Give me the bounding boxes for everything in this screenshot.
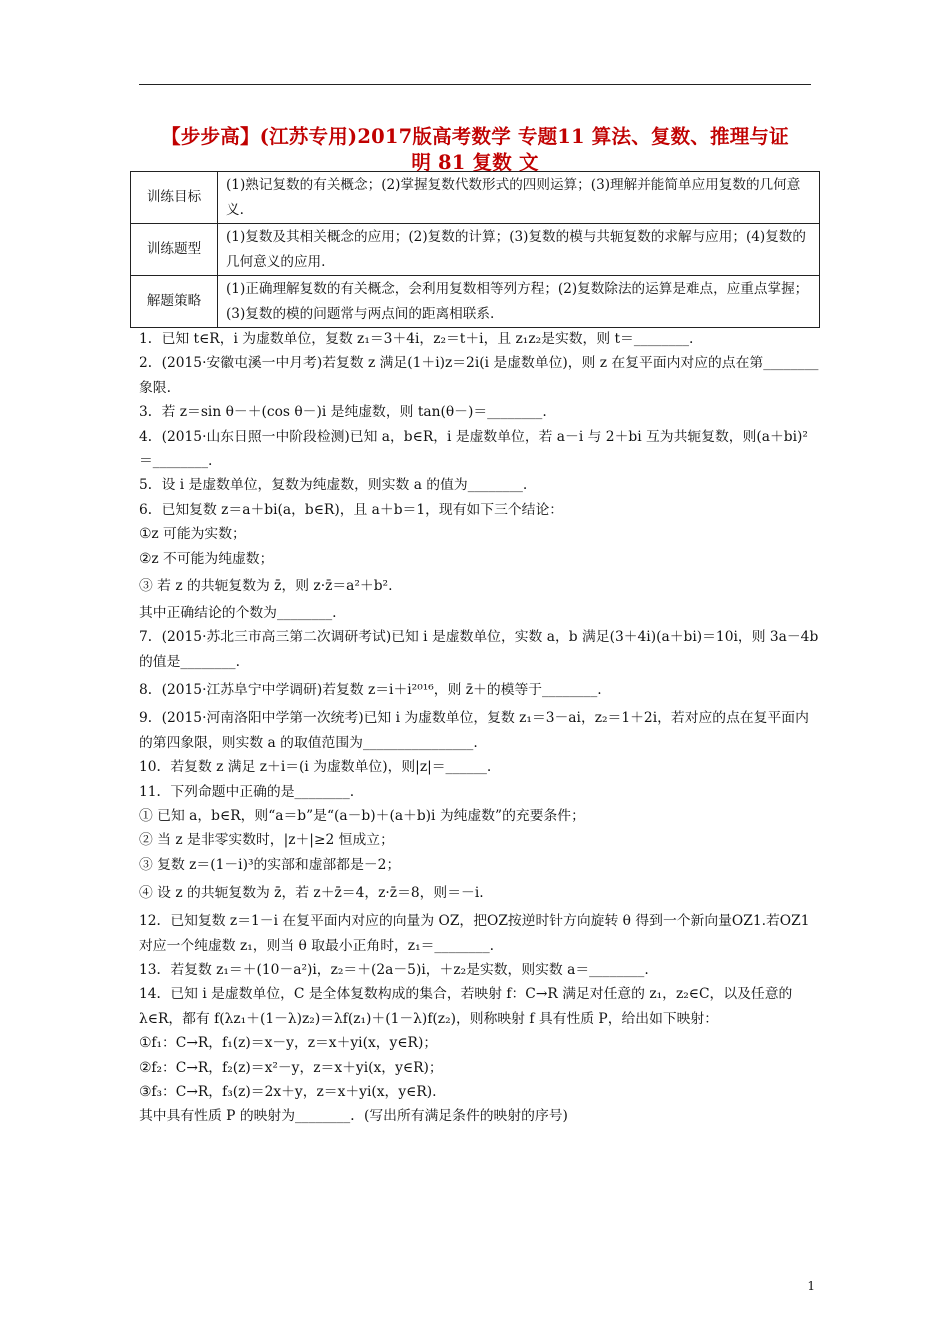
question-1: 1．已知 t∈R，i 为虚数单位，复数 z₁＝3＋4i，z₂＝t＋i，且 z₁z₂是实数，则 t＝________. [139,331,694,347]
question-14-option-1: ①f₁：C→R，f₁(z)＝x－y，z＝x＋yi(x，y∈R)； [139,1035,438,1052]
title-line-1: 【步步高】(江苏专用)2017版高考数学 专题11 算法、复数、推理与证 [161,125,789,148]
question-11: 11．下列命题中正确的是________. [139,783,355,800]
question-14-option-2: ②f₂：C→R，f₂(z)＝x²－y，z＝x＋yi(x，y∈R)； [139,1059,443,1076]
question-11-option-3: ③ 复数 z＝(1－i)³的实部和虚部都是－2； [139,856,401,873]
question-6-option-2: ②z 不可能为纯虚数； [139,550,274,567]
question-11-option-1: ① 已知 a，b∈R，则“a＝b”是“(a－b)＋(a＋b)i 为纯虚数”的充要条件； [139,807,585,824]
question-14-option-3: ③f₃：C→R，f₃(z)＝2x＋y，z＝x＋yi(x，y∈R). [139,1083,437,1100]
question-14: 14．已知 i 是虚数单位，C 是全体复数构成的集合，若映射 f：C→R 满足对任意的 z₁，z₂∈C，以及任意的 λ∈R，都有 f(λz₁＋(1－λ)z₂)＝λf(z₁)＋(1－λ)f(z₂)，则称映射 f 具有性质 P，给出如下映射： [139,986,793,1027]
question-4: 4．(2015·山东日照一中阶段检测)已知 a，b∈R，i 是虚数单位，若 a－i 与 2＋bi 互为共轭复数，则(a＋bi)²＝________. [139,428,808,470]
row-label: 训练目标 [131,172,218,224]
question-11-option-4: ④ 设 z 的共轭复数为 z̄，若 z＋z̄＝4，z·z̄＝8，则＝－i. [139,885,484,902]
row-content: (1)熟记复数的有关概念；(2)掌握复数代数形式的四则运算；(3)理解并能简单应用复数的几何意义. [218,172,820,224]
question-14-prompt: 其中具有性质 P 的映射为________．(写出所有满足条件的映射的序号) [139,1108,568,1125]
training-table [130,171,820,328]
question-11-option-2: ② 当 z 是非零实数时，|z＋|≥2 恒成立； [139,832,394,849]
question-8: 8．(2015·江苏阜宁中学调研)若复数 z＝i＋i²⁰¹⁶，则 z̄＋的模等于________. [139,682,602,699]
row-label: 解题策略 [131,276,218,328]
document-title [139,124,811,176]
page-number: 1 [807,1279,815,1293]
question-10: 10．若复数 z 满足 z＋i＝(i 为虚数单位)，则|z|＝______. [139,759,492,776]
question-7: 7．(2015·苏北三市高三第二次调研考试)已知 i 是虚数单位，实数 a，b 满足(3＋4i)(a＋bi)＝10i，则 3a－4b 的值是________. [139,629,819,670]
row-label: 训练题型 [131,224,218,276]
question-6: 6．已知复数 z＝a＋bi(a，b∈R)，且 a＋b＝1，现有如下三个结论： [139,501,564,518]
header-rule [139,84,811,85]
row-content: (1)复数及其相关概念的应用；(2)复数的计算；(3)复数的模与共轭复数的求解与应用；(4)复数的几何意义的应用. [218,224,820,276]
table-row [131,276,820,328]
row-content: (1)正确理解复数的有关概念，会利用复数相等列方程；(2)复数除法的运算是难点，应重点掌握；(3)复数的模的问题常与两点间的距离相联系. [218,276,820,328]
question-5: 5．设 i 是虚数单位，复数为纯虚数，则实数 a 的值为________. [139,477,528,494]
question-3: 3．若 z＝sin θ－＋(cos θ－)i 是纯虚数，则 tan(θ－)＝________. [139,404,547,421]
question-6-option-3: ③ 若 z 的共轭复数为 z̄，则 z·z̄＝a²＋b². [139,578,393,595]
table-row [131,224,820,276]
question-list [139,327,819,1129]
question-12: 12．已知复数 z＝1－i 在复平面内对应的向量为 OZ，把OZ按逆时针方向旋转 θ 得到一个新向量OZ1.若OZ1对应一个纯虚数 z₁，则当 θ 取最小正角时，z₁＝________. [139,913,810,954]
question-6-option-1: ①z 可能为实数； [139,526,246,543]
title-line-2: 明 81 复数 文 [411,151,539,174]
question-6-prompt: 其中正确结论的个数为________. [139,605,337,622]
question-9: 9．(2015·河南洛阳中学第一次统考)已知 i 为虚数单位，复数 z₁＝3－ai，z₂＝1＋2i，若对应的点在复平面内的第四象限，则实数 a 的取值范围为________________. [139,710,809,751]
question-2: 2．(2015·安徽屯溪一中月考)若复数 z 满足(1＋i)z＝2i(i 是虚数单位)，则 z 在复平面内对应的点在第________象限. [139,355,819,396]
table-row [131,172,820,224]
question-13: 13．若复数 z₁＝＋(10－a²)i，z₂＝＋(2a－5)i，＋z₂是实数，则实数 a＝________. [139,961,649,978]
